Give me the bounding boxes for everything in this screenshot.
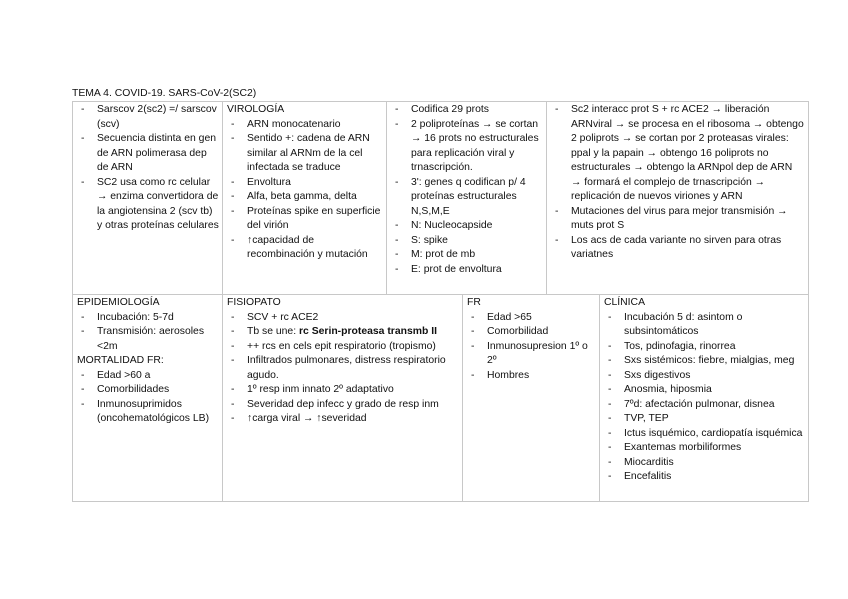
epidemiologia-cell: [73, 295, 223, 502]
list-item: - Sxs sistémicos: fiebre, mialgias, meg: [604, 354, 805, 369]
virologia-heading: VIROLOGÍA: [227, 104, 285, 115]
list-item: - Encefalitis: [604, 470, 805, 485]
list-item: - N: Nucleocapside: [391, 219, 543, 234]
page-title: TEMA 4. COVID-19. SARS-CoV-2(SC2): [72, 88, 257, 99]
list-item: - E: prot de envoltura: [391, 263, 543, 278]
list-item: - Infiltrados pulmonares, distress respiratorio agudo.: [227, 354, 459, 383]
clinica-list: [604, 311, 805, 485]
epidemiologia-heading: EPIDEMIOLOGÍA: [77, 297, 160, 308]
list-item: - ARN monocatenario: [227, 118, 383, 133]
list-item: - ↑carga viral → ↑severidad: [227, 412, 459, 427]
fr-heading: FR: [467, 297, 481, 308]
list-item: - 2 poliproteínas → se cortan → 16 prots no estructurales para replicación viral y trnascripción.: [391, 118, 543, 176]
list-item: - Comorbilidad: [467, 325, 596, 340]
list-item: - Ictus isquémico, cardiopatía isquémica: [604, 427, 805, 442]
list-item: - Inmunosupresion 1º o 2º: [467, 340, 596, 369]
list-item: - 1º resp inm innato 2º adaptativo: [227, 383, 459, 398]
replication-cell: [547, 102, 809, 295]
fisiopato-list: [227, 311, 459, 340]
list-item: - Sxs digestivos: [604, 369, 805, 384]
list-item: - Edad >65: [467, 311, 596, 326]
genome-cell: [387, 102, 547, 295]
bold-text: rc Serin-proteasa transmb II: [298, 326, 437, 337]
list-item: - Hombres: [467, 369, 596, 384]
list-item: - Mutaciones del virus para mejor transmisión → muts prot S: [551, 205, 805, 234]
list-item: - S: spike: [391, 234, 543, 249]
virologia-list: [227, 118, 383, 263]
list-item: - Incubación: 5-7d: [77, 311, 219, 326]
list-item: - Severidad dep infecc y grado de resp inm: [227, 398, 459, 413]
table-row: [73, 102, 809, 295]
clinica-heading: CLÍNICA: [604, 297, 645, 308]
fisiopato-heading: FISIOPATO: [227, 297, 281, 308]
list-item: - Alfa, beta gamma, delta: [227, 190, 383, 205]
clinica-cell: [600, 295, 809, 502]
mortalidad-list: [77, 369, 219, 427]
virologia-cell: [223, 102, 387, 295]
list-item: - Anosmia, hiposmia: [604, 383, 805, 398]
list-item: - TVP, TEP: [604, 412, 805, 427]
mortalidad-heading: MORTALIDAD FR:: [77, 355, 164, 366]
list-item: - ↑capacidad de recombinación y mutación: [227, 234, 383, 263]
list-item: - Comorbilidades: [77, 383, 219, 398]
replication-list: [551, 103, 805, 263]
list-item: - Secuencia distinta en gen de ARN polimerasa dep de ARN: [77, 132, 219, 176]
list-item: - Inmunosuprimidos (oncohematológicos LB): [77, 398, 219, 427]
text-span: Tb se une:: [247, 326, 299, 337]
list-item: - Sarscov 2(sc2) =/ sarscov (scv): [77, 103, 219, 132]
list-item: [227, 325, 459, 340]
list-item: - Proteínas spike en superficie del virión: [227, 205, 383, 234]
table-row: [73, 295, 809, 502]
list-item: - Envoltura: [227, 176, 383, 191]
fisiopato-list-rest: [227, 340, 459, 427]
list-item: - ++ rcs en cels epit respiratorio (tropismo): [227, 340, 459, 355]
list-item: - SC2 usa como rc celular → enzima convertidora de la angiotensina 2 (scv tb) y otras proteínas celulares: [77, 176, 219, 234]
fr-list: [467, 311, 596, 384]
intro-cell: [73, 102, 223, 295]
fisiopato-cell: [223, 295, 463, 502]
list-item: - Exantemas morbiliformes: [604, 441, 805, 456]
list-item: - Los acs de cada variante no sirven para otras variatnes: [551, 234, 805, 263]
list-item: - Incubación 5 d: asintom o subsintomáticos: [604, 311, 805, 340]
genome-list: [391, 103, 543, 277]
intro-list: [77, 103, 219, 234]
list-item: - SCV + rc ACE2: [227, 311, 459, 326]
epidemiologia-list: [77, 311, 219, 355]
list-item: - Sentido +: cadena de ARN similar al ARNm de la cel infectada se traduce: [227, 132, 383, 176]
fr-cell: [463, 295, 600, 502]
list-item: - 7ºd: afectación pulmonar, disnea: [604, 398, 805, 413]
list-item: - 3': genes q codifican p/ 4 proteínas estructurales N,S,M,E: [391, 176, 543, 220]
list-item: - Miocarditis: [604, 456, 805, 471]
list-item: - Codifica 29 prots: [391, 103, 543, 118]
list-item: - M: prot de mb: [391, 248, 543, 263]
list-item: - Sc2 interacc prot S + rc ACE2 → liberación ARNviral → se procesa en el ribosoma → obtengo 2 poliprots → se cortan por 2 proteasas virales: ppal y la papain → obtengo 16 poliprots no estructurales → obtengo la ARNpol dep de ARN → formará el complejo de trnascripción → replicación de nuevos viriones y ARN: [551, 103, 805, 205]
notes-table: [72, 101, 809, 502]
list-item: - Edad >60 a: [77, 369, 219, 384]
list-item: - Transmisión: aerosoles <2m: [77, 325, 219, 354]
list-item: - Tos, pdinofagia, rinorrea: [604, 340, 805, 355]
